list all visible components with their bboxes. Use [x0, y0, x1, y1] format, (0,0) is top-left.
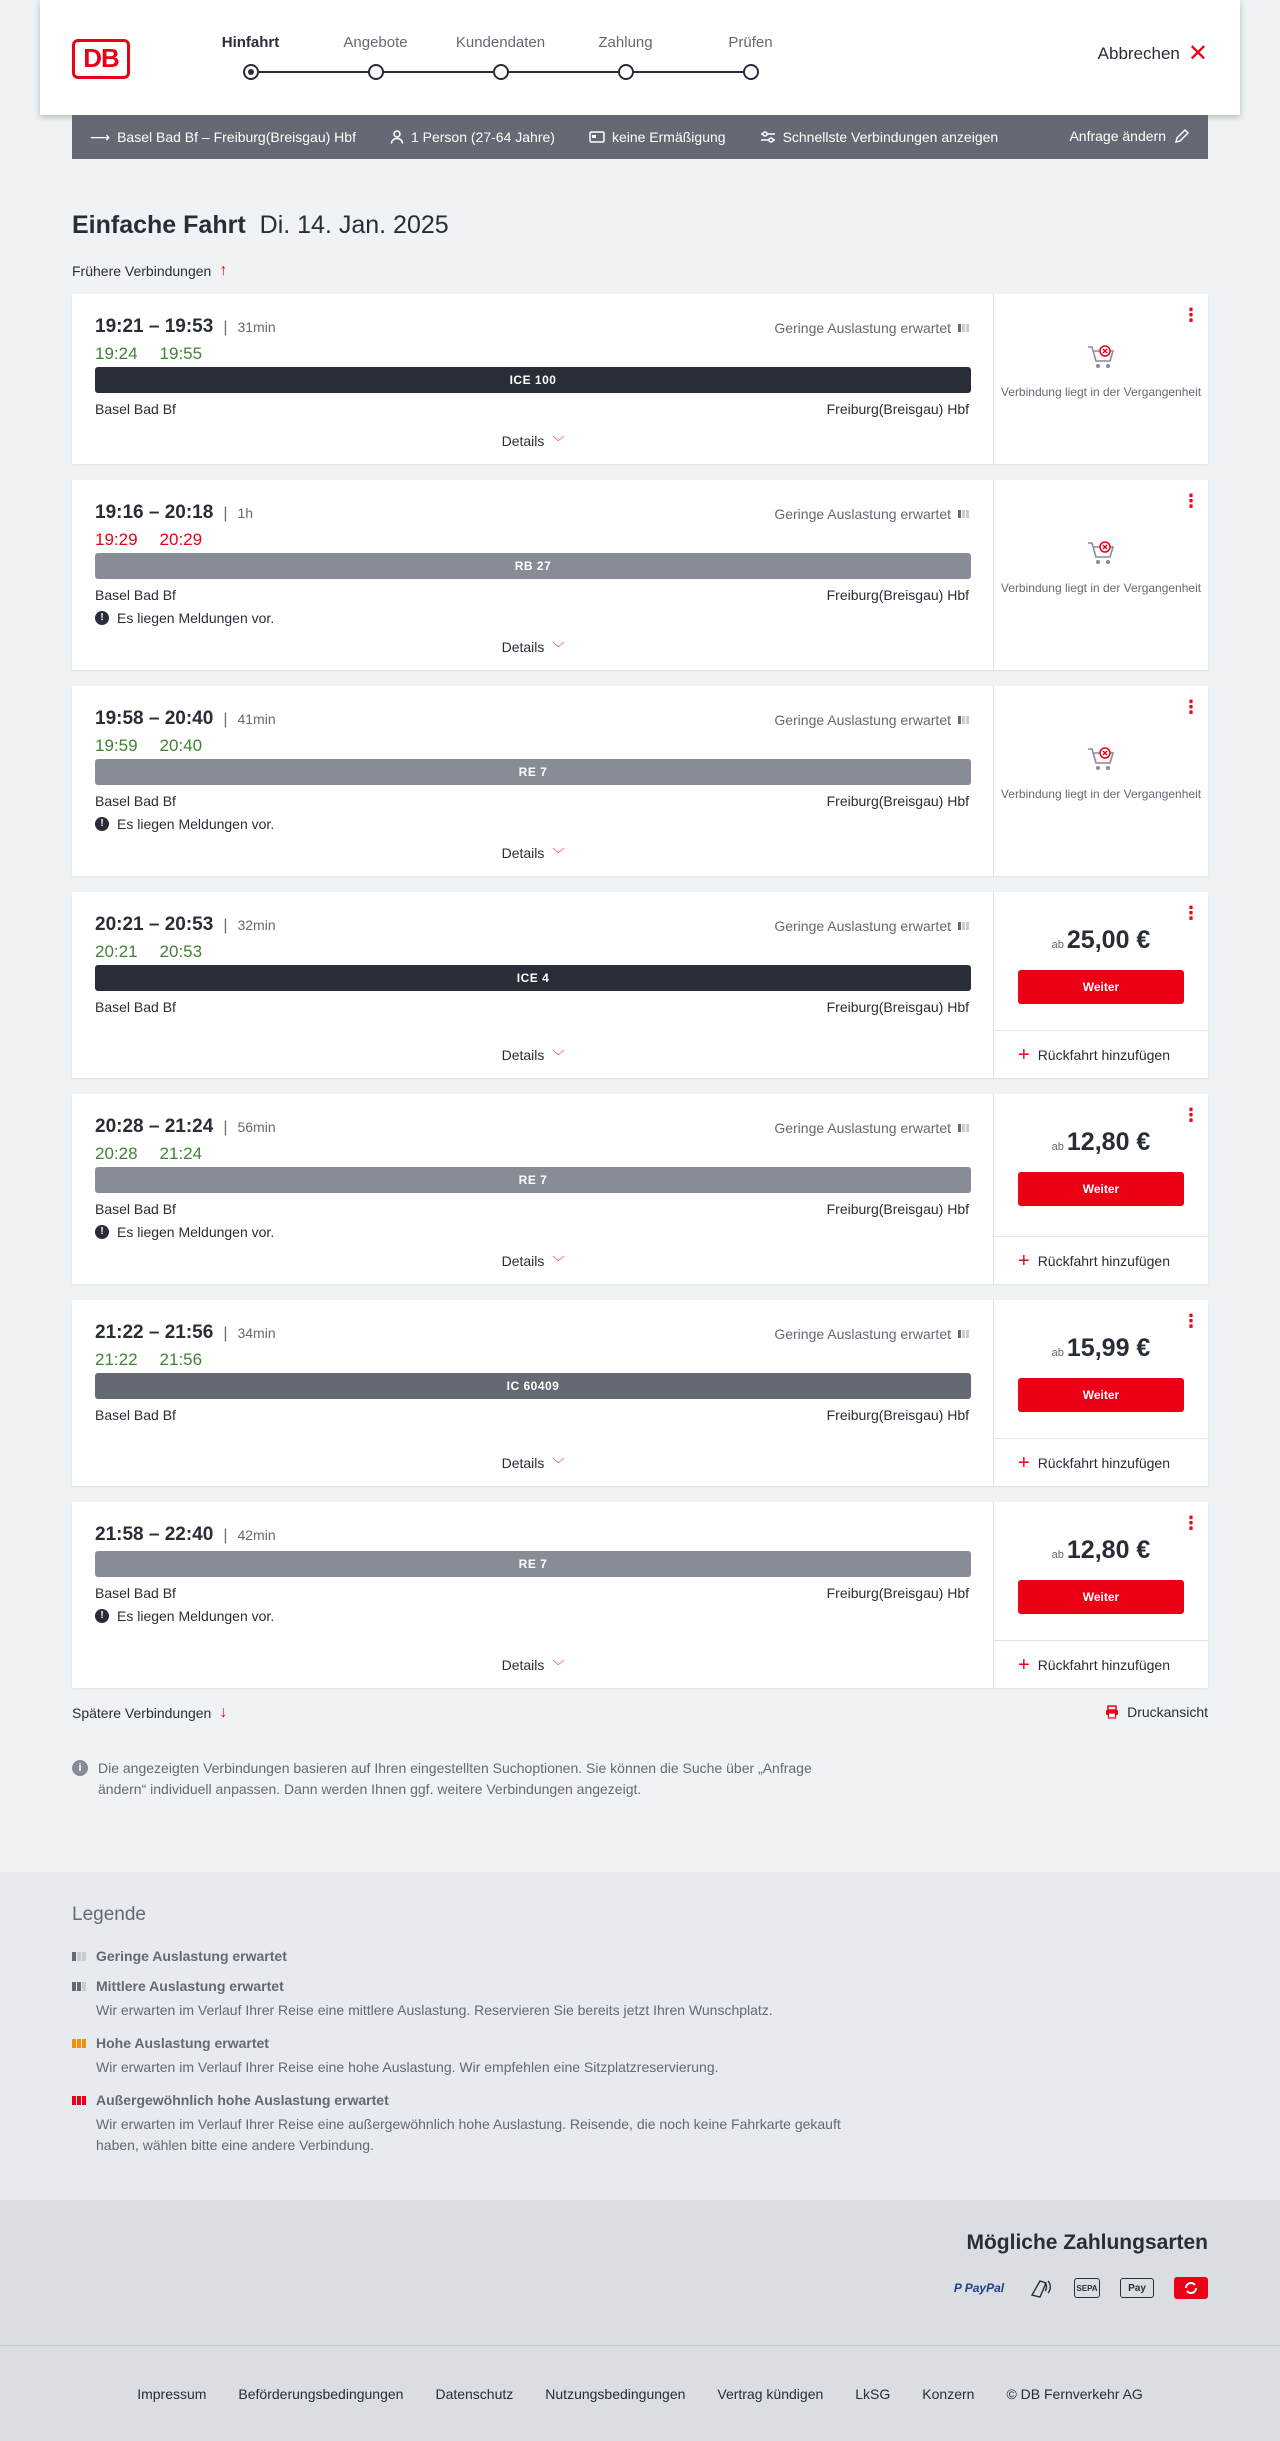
price-prefix: ab	[1051, 1549, 1064, 1561]
info-text: Die angezeigten Verbindungen basieren auf Ihren eingestellten Suchoptionen. Sie können die Suche über „Anfrage ändern“ individuell anpassen. Dann werden Ihnen ggf. weitere Verbindungen angezeigt.	[98, 1760, 812, 1797]
realtime-departure: 20:28	[95, 1144, 138, 1163]
departure-station: Basel Bad Bf	[95, 793, 176, 809]
occupancy-indicator[interactable]	[774, 1120, 969, 1136]
step-pruefen[interactable]	[688, 34, 813, 80]
connection-card[interactable]	[72, 480, 1208, 670]
price	[994, 1536, 1208, 1565]
more-options-icon[interactable]: ⋮	[1182, 1311, 1200, 1331]
legend-item-title: Außergewöhnlich hohe Auslastung erwartet	[96, 2092, 389, 2108]
train-bar: ICE 4	[95, 965, 971, 991]
load-low-icon	[958, 1330, 969, 1338]
disruption-text: Es liegen Meldungen vor.	[117, 816, 275, 832]
connection-offer	[994, 1300, 1208, 1486]
legend-item-title: Mittlere Auslastung erwartet	[96, 1978, 284, 1994]
price-value: 12,80 €	[1066, 1536, 1151, 1564]
add-return-label: Rückfahrt hinzufügen	[1037, 1454, 1170, 1471]
alert-icon: !	[95, 611, 109, 625]
connection-offer	[994, 1094, 1208, 1284]
request-summary-bar	[72, 115, 1208, 159]
details-toggle[interactable]	[72, 1253, 994, 1270]
train-bar: RB 27	[95, 553, 971, 579]
realtime-times	[95, 1144, 224, 1164]
disruption-text: Es liegen Meldungen vor.	[117, 1224, 275, 1240]
duration: 34min	[237, 1325, 276, 1341]
duration: 42min	[237, 1527, 276, 1543]
legend-item-extreme	[72, 2092, 1280, 2156]
departure-station: Basel Bad Bf	[95, 401, 176, 417]
arrival-station: Freiburg(Breisgau) Hbf	[826, 999, 969, 1015]
realtime-departure: 20:21	[95, 942, 138, 961]
chevron-down-icon: ﹀	[552, 641, 565, 655]
connection-times	[95, 502, 253, 524]
payment-icons	[950, 2276, 1208, 2300]
continue-button[interactable]: Weiter	[1018, 970, 1184, 1004]
connection-times	[95, 914, 276, 936]
schedule-times: 20:21 – 20:53	[95, 914, 214, 935]
more-options-icon[interactable]: ⋮	[1182, 1513, 1200, 1533]
legend-item-low	[72, 1948, 1280, 1964]
footer-links	[0, 2345, 1280, 2441]
footer-link[interactable]: Vertrag kündigen	[717, 2385, 824, 2402]
add-return-button[interactable]	[994, 1236, 1208, 1284]
load-low-icon	[958, 510, 969, 518]
connection-times	[95, 708, 276, 730]
chevron-down-icon: ﹀	[552, 1049, 565, 1063]
chevron-down-icon: ﹀	[552, 1457, 565, 1471]
train-bar: ICE 100	[95, 367, 971, 393]
booking-header	[40, 0, 1240, 115]
arrow-up-icon: ↑	[219, 262, 228, 279]
change-request-button[interactable]	[1069, 128, 1190, 144]
connection-offer	[994, 294, 1208, 464]
add-return-button[interactable]	[994, 1030, 1208, 1078]
filter-icon	[760, 131, 776, 143]
separator: |	[223, 1527, 228, 1544]
details-toggle[interactable]	[72, 1047, 994, 1064]
alert-icon: !	[95, 1225, 109, 1239]
connection-times	[95, 1524, 276, 1546]
print-view-link[interactable]	[1105, 1704, 1208, 1720]
separator: |	[223, 1325, 228, 1342]
details-label: Details	[501, 639, 545, 655]
cart-unavailable-icon	[994, 539, 1208, 567]
step-hinfahrt[interactable]	[188, 34, 313, 80]
footer-link[interactable]: Beförderungsbedingungen	[238, 2385, 404, 2402]
load-low-icon	[72, 1952, 86, 1961]
more-options-icon[interactable]: ⋮	[1182, 903, 1200, 923]
route-text: Basel Bad Bf – Freiburg(Breisgau) Hbf	[117, 129, 356, 145]
connection-list	[72, 294, 1208, 1688]
load-low-icon	[958, 922, 969, 930]
alert-icon: !	[95, 817, 109, 831]
footer-link[interactable]: Impressum	[137, 2385, 207, 2402]
disruption-notice	[95, 816, 274, 832]
load-high-icon	[72, 2039, 86, 2048]
connection-times	[95, 1322, 276, 1344]
occupancy-label: Geringe Auslastung erwartet	[774, 320, 951, 336]
step-label: Hinfahrt	[221, 34, 280, 51]
step-kundendaten[interactable]	[438, 34, 563, 80]
step-zahlung[interactable]	[563, 34, 688, 80]
connection-card[interactable]	[72, 1094, 1208, 1284]
page-title	[72, 211, 1280, 240]
details-label: Details	[501, 1253, 545, 1269]
price-value: 25,00 €	[1066, 926, 1151, 954]
schedule-times: 20:28 – 21:24	[95, 1116, 214, 1137]
train-bar: RE 7	[95, 759, 971, 785]
plus-icon: +	[1018, 1249, 1030, 1272]
passenger-summary	[390, 129, 555, 145]
arrival-station: Freiburg(Breisgau) Hbf	[826, 587, 969, 603]
past-connection-notice	[994, 539, 1208, 596]
details-label: Details	[501, 433, 545, 449]
step-label: Angebote	[343, 34, 408, 51]
step-dot	[368, 64, 384, 80]
departure-station: Basel Bad Bf	[95, 1407, 176, 1423]
cart-unavailable-icon	[994, 745, 1208, 773]
occupancy-indicator[interactable]	[774, 320, 969, 336]
add-return-label: Rückfahrt hinzufügen	[1037, 1046, 1170, 1063]
connection-main	[72, 294, 994, 464]
legend-item-high	[72, 2035, 1280, 2078]
legend-item-title: Hohe Auslastung erwartet	[96, 2035, 269, 2051]
connection-card[interactable]	[72, 892, 1208, 1078]
train-bar: IC 60409	[95, 1373, 971, 1399]
realtime-times	[95, 942, 224, 962]
card-icon	[589, 131, 605, 143]
step-label: Prüfen	[728, 34, 773, 51]
duration: 32min	[237, 917, 276, 933]
step-dot	[618, 64, 634, 80]
realtime-departure: 19:29	[95, 530, 138, 549]
details-toggle[interactable]	[72, 845, 994, 862]
cancel-label: Abbrechen	[1097, 44, 1180, 63]
arrival-station: Freiburg(Breisgau) Hbf	[826, 793, 969, 809]
connection-main	[72, 1300, 994, 1486]
connection-offer	[994, 686, 1208, 876]
more-options-icon[interactable]: ⋮	[1182, 305, 1200, 325]
add-return-label: Rückfahrt hinzufügen	[1037, 1252, 1170, 1269]
travel-date: Di. 14. Jan. 2025	[259, 211, 449, 239]
pencil-icon	[1174, 128, 1190, 144]
step-dot	[243, 64, 259, 80]
add-return-button[interactable]	[994, 1640, 1208, 1688]
price	[994, 1128, 1208, 1157]
info-icon: i	[72, 1760, 88, 1776]
plus-icon: +	[1018, 1451, 1030, 1474]
step-label: Zahlung	[598, 34, 653, 51]
arrival-station: Freiburg(Breisgau) Hbf	[826, 401, 969, 417]
arrow-down-icon: ↓	[219, 1704, 228, 1721]
discount-summary	[589, 129, 726, 145]
connection-card[interactable]	[72, 686, 1208, 876]
connection-times	[95, 1116, 276, 1138]
disruption-notice	[95, 1608, 274, 1624]
person-icon	[390, 130, 404, 144]
progress-stepper	[210, 0, 773, 115]
db-bonus-icon	[1174, 2277, 1208, 2299]
printer-icon	[1105, 1705, 1119, 1719]
payment-title: Mögliche Zahlungsarten	[966, 2231, 1208, 2254]
print-label: Druckansicht	[1127, 1704, 1208, 1720]
plus-icon: +	[1018, 1043, 1030, 1066]
list-footer	[72, 1704, 1208, 1724]
connection-offer	[994, 480, 1208, 670]
schedule-times: 21:58 – 22:40	[95, 1524, 214, 1545]
realtime-times	[95, 1350, 224, 1370]
price-value: 15,99 €	[1066, 1334, 1151, 1362]
separator: |	[223, 505, 228, 522]
apple-pay-icon: Pay	[1120, 2278, 1154, 2298]
arrow-right-icon: ⟶	[90, 128, 111, 145]
connection-main	[72, 686, 994, 876]
connection-card[interactable]	[72, 1300, 1208, 1486]
disruption-notice	[95, 610, 274, 626]
schedule-times: 19:21 – 19:53	[95, 316, 214, 337]
footer-link[interactable]: LkSG	[855, 2385, 891, 2402]
details-label: Details	[501, 1657, 545, 1673]
add-return-button[interactable]	[994, 1438, 1208, 1486]
chevron-down-icon: ﹀	[552, 435, 565, 449]
step-label: Kundendaten	[455, 34, 546, 51]
change-request-label: Anfrage ändern	[1069, 128, 1166, 144]
disruption-notice	[95, 1224, 274, 1240]
passenger-text: 1 Person (27-64 Jahre)	[410, 129, 555, 145]
duration: 56min	[237, 1119, 276, 1135]
occupancy-indicator[interactable]	[774, 506, 969, 522]
legend-item-text: Wir erwarten im Verlauf Ihrer Reise eine hohe Auslastung. Wir empfehlen eine Sitzplatzreservierung.	[96, 2059, 719, 2075]
details-label: Details	[501, 1047, 545, 1063]
price-prefix: ab	[1051, 1141, 1064, 1153]
realtime-arrival: 21:24	[159, 1144, 203, 1163]
past-text: Verbindung liegt in der Vergangenheit	[1000, 385, 1202, 399]
price	[994, 926, 1208, 955]
arrival-station: Freiburg(Breisgau) Hbf	[826, 1201, 969, 1217]
load-medium-icon	[72, 1982, 86, 1991]
occupancy-label: Geringe Auslastung erwartet	[774, 1326, 951, 1342]
details-toggle[interactable]	[72, 433, 994, 450]
search-info-note	[72, 1758, 832, 1800]
price-prefix: ab	[1051, 939, 1064, 951]
continue-button[interactable]: Weiter	[1018, 1580, 1184, 1614]
realtime-arrival: 20:29	[159, 530, 203, 549]
connection-main	[72, 892, 994, 1078]
details-toggle[interactable]	[72, 1455, 994, 1472]
connection-main	[72, 480, 994, 670]
duration: 41min	[237, 711, 276, 727]
realtime-arrival: 20:53	[159, 942, 203, 961]
chevron-down-icon: ﹀	[552, 1255, 565, 1269]
continue-button[interactable]: Weiter	[1018, 1172, 1184, 1206]
realtime-departure: 21:22	[95, 1350, 138, 1369]
price	[994, 1334, 1208, 1363]
past-connection-notice	[994, 343, 1208, 400]
cancel-button[interactable]	[1097, 40, 1208, 67]
connection-offer	[994, 1502, 1208, 1688]
realtime-arrival: 21:56	[159, 1350, 203, 1369]
departure-station: Basel Bad Bf	[95, 999, 176, 1015]
realtime-times	[95, 344, 224, 364]
disruption-text: Es liegen Meldungen vor.	[117, 1608, 275, 1624]
train-bar: RE 7	[95, 1167, 971, 1193]
alert-icon: !	[95, 1609, 109, 1623]
route-summary	[90, 129, 356, 146]
departure-station: Basel Bad Bf	[95, 1585, 176, 1601]
price-value: 12,80 €	[1066, 1128, 1151, 1156]
occupancy-label: Geringe Auslastung erwartet	[774, 918, 951, 934]
load-low-icon	[958, 1124, 969, 1132]
chevron-down-icon: ﹀	[552, 1659, 565, 1673]
later-connections-link[interactable]	[72, 1704, 1208, 1722]
occupancy-indicator[interactable]	[774, 918, 969, 934]
earlier-connections-link[interactable]	[72, 262, 1280, 280]
occupancy-indicator[interactable]	[774, 712, 969, 728]
discount-text: keine Ermäßigung	[611, 129, 726, 145]
load-low-icon	[958, 324, 969, 332]
more-options-icon[interactable]: ⋮	[1182, 697, 1200, 717]
connection-main	[72, 1094, 994, 1284]
legend-item-text: Wir erwarten im Verlauf Ihrer Reise eine mittlere Auslastung. Reservieren Sie bereits jetzt Ihren Wunschplatz.	[96, 2002, 773, 2018]
realtime-arrival: 20:40	[159, 736, 203, 755]
connection-card[interactable]	[72, 294, 1208, 464]
occupancy-indicator[interactable]	[774, 1326, 969, 1342]
schedule-times: 19:58 – 20:40	[95, 708, 214, 729]
fastest-toggle[interactable]	[760, 129, 999, 145]
separator: |	[223, 1119, 228, 1136]
disruption-text: Es liegen Meldungen vor.	[117, 610, 275, 626]
legend-item-medium	[72, 1978, 1280, 2021]
connection-main	[72, 1502, 994, 1688]
occupancy-label: Geringe Auslastung erwartet	[774, 506, 951, 522]
more-options-icon[interactable]: ⋮	[1182, 491, 1200, 511]
step-angebote[interactable]	[313, 34, 438, 80]
legend-section	[0, 1872, 1280, 2200]
cart-unavailable-icon	[994, 343, 1208, 371]
legend-title: Legende	[72, 1904, 146, 1925]
more-options-icon[interactable]: ⋮	[1182, 1105, 1200, 1125]
step-dot	[743, 64, 759, 80]
arrival-station: Freiburg(Breisgau) Hbf	[826, 1585, 969, 1601]
fastest-text: Schnellste Verbindungen anzeigen	[782, 129, 999, 145]
payment-methods-section	[0, 2200, 1280, 2345]
load-extreme-icon	[72, 2096, 86, 2105]
price-prefix: ab	[1051, 1347, 1064, 1359]
close-icon: ✕	[1187, 40, 1208, 67]
arrival-station: Freiburg(Breisgau) Hbf	[826, 1407, 969, 1423]
duration: 31min	[237, 319, 276, 335]
separator: |	[223, 917, 228, 934]
step-dot	[493, 64, 509, 80]
details-toggle[interactable]	[72, 639, 994, 656]
connection-times	[95, 316, 276, 338]
duration: 1h	[237, 505, 254, 521]
realtime-departure: 19:24	[95, 344, 138, 363]
legend-item-title: Geringe Auslastung erwartet	[96, 1948, 287, 1964]
trip-type-title: Einfache Fahrt	[72, 211, 246, 239]
details-label: Details	[501, 845, 545, 861]
footer-link[interactable]: Konzern	[922, 2385, 975, 2402]
schedule-times: 19:16 – 20:18	[95, 502, 214, 523]
footer-link[interactable]: Datenschutz	[435, 2385, 514, 2402]
schedule-times: 21:22 – 21:56	[95, 1322, 214, 1343]
details-label: Details	[501, 1455, 545, 1471]
realtime-departure: 19:59	[95, 736, 138, 755]
separator: |	[223, 319, 228, 336]
sepa-icon: SEPA	[1074, 2278, 1100, 2298]
past-connection-notice	[994, 745, 1208, 802]
footer-link: © DB Fernverkehr AG	[1006, 2385, 1143, 2402]
past-text: Verbindung liegt in der Vergangenheit	[1000, 581, 1202, 595]
footer-link[interactable]: Nutzungsbedingungen	[545, 2385, 686, 2402]
train-bar: RE 7	[95, 1551, 971, 1577]
realtime-arrival: 19:55	[159, 344, 203, 363]
details-toggle[interactable]	[72, 1657, 994, 1674]
occupancy-label: Geringe Auslastung erwartet	[774, 712, 951, 728]
continue-button[interactable]: Weiter	[1018, 1378, 1184, 1412]
legend-item-text: Wir erwarten im Verlauf Ihrer Reise eine außergewöhnlich hohe Auslastung. Reisende, die noch keine Fahrkarte gekauft haben, wählen bitte eine andere Verbindung.	[96, 2116, 841, 2153]
add-return-label: Rückfahrt hinzufügen	[1037, 1656, 1170, 1673]
load-low-icon	[958, 716, 969, 724]
past-text: Verbindung liegt in der Vergangenheit	[1000, 787, 1202, 801]
earlier-label: Frühere Verbindungen	[72, 263, 212, 279]
later-label: Spätere Verbindungen	[72, 1705, 212, 1721]
connection-card[interactable]	[72, 1502, 1208, 1688]
departure-station: Basel Bad Bf	[95, 1201, 176, 1217]
realtime-times	[95, 736, 224, 756]
occupancy-label: Geringe Auslastung erwartet	[774, 1120, 951, 1136]
db-logo[interactable]: DB	[72, 39, 130, 79]
contactless-card-icon	[1028, 2276, 1054, 2300]
departure-station: Basel Bad Bf	[95, 587, 176, 603]
realtime-times	[95, 530, 224, 550]
paypal-icon: P PayPal	[953, 2281, 1005, 2295]
separator: |	[223, 711, 228, 728]
connection-offer	[994, 892, 1208, 1078]
chevron-down-icon: ﹀	[552, 847, 565, 861]
plus-icon: +	[1018, 1653, 1030, 1676]
